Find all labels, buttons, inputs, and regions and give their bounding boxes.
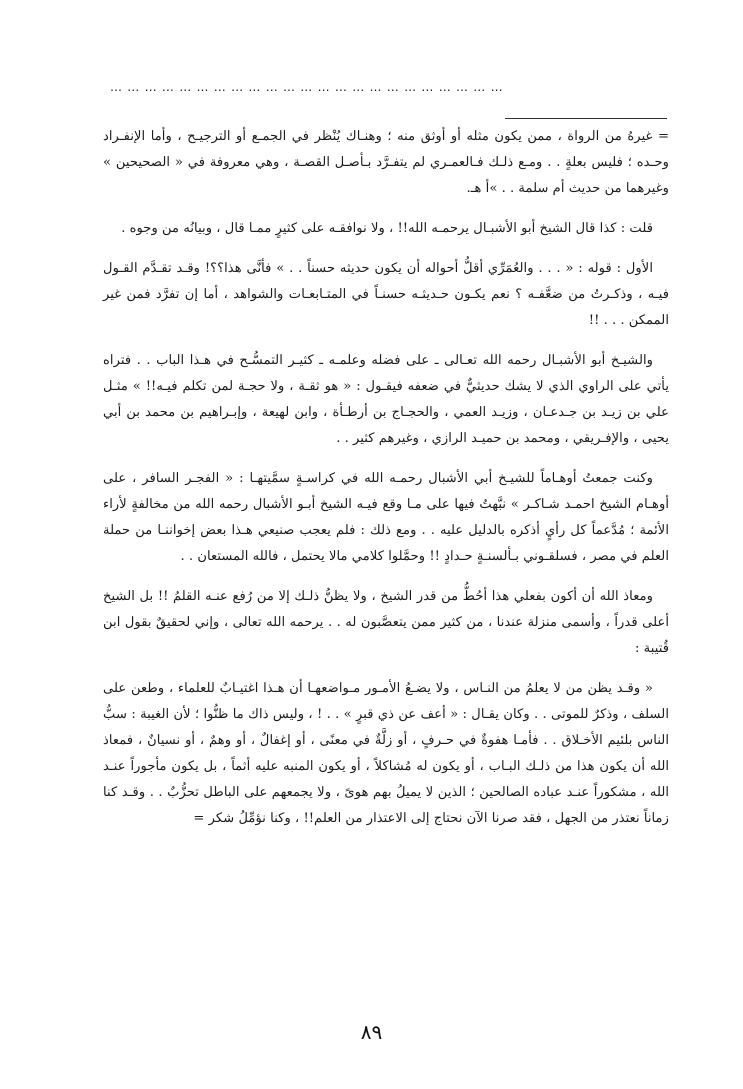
page-body-text [103,124,669,832]
paragraph-footnote-continuation: = غيرهُ من الرواة ، ممن يكون مثله أو أوثق منه ؛ وهنـاك يُنْظر في الجمـع أو الترجيـح ، وأما الإنفـراد وحـده ؛ فليس بعلةٍ . . ومـع ذلـك فـالعمـري لم يتفـرَّد بـأصـل القصـة ، وهي معروفة في « الصحيحين » وغيرهما من حديث أم سلمة . . »أ هـ. [103,129,669,196]
page-number: ٨٩ [360,1020,383,1044]
header-dotted-rule: …………………………………………………………… [110,80,508,94]
paragraph-respect-statement: ومعاذ الله أن أكون بفعلي هذا أحُطُّ من قدر الشيخ ، ولا يظنُّ ذلـك إلا من رُفع عنـه القلمُ !! بل الشيخ أعلى قدراً ، وأسمى منزلة عندنا ، من كثير ممن يتعصَّبون له . . يرحمه الله تعالى ، وإني لحقيقٌ بقول ابن قُتيبة : [103,589,669,656]
paragraph-sheikh-leniency: والشيـخ أبو الأشبـال رحمه الله تعـالى ـ على فضله وعلمـه ـ كثيـر التمسُّـح في هـذا الباب . . فتراه يأتي على الراوي الذي لا يشك حديثيٌّ في ضعفه فيقـول : « هو ثقـة ، ولا حجـة لمن تكلم فيـه!! » مثـل علي بن زيـد بن جـدعـان ، وزيـد العمي ، والحجـاج بن أرطـأة ، وابن لهيعة ، وإبـراهيم بن محمد بن أبي يحيى ، والإفـريقي ، ومحمد بن حميـد الرازي ، وغيرهم كثير . . [103,353,669,446]
footnote-separator-rule [505,118,667,119]
paragraph-ibn-qutaybah-quote: « وقـد يظن من لا يعلمُ من النـاس ، ولا يضـعُ الأمـور مـواضعهـا أن هـذا اغتيـابٌ للعلماء ، وطعن على السلف ، وذكرٌ للموتى . . وكان يقـال : « أعف عن ذي قبرٍ » . . ! ، وليس ذاك ما ظنُّوا ؛ لأن الغيبة : سبُّ الناس بلئيم الأخـلاق . . فأمـا هفوةٌ في حـرفٍ ، أو زلَّةٌ في معنًى ، أو إغفالٌ ، أو وهمٌ ، أو نسيانٌ ، فمعاذ الله أن يكون هذا من ذلـك البـاب ، أو يكون له مُشاكلاً ، أو يكون المنبه عليه أثماً ، بل يكون مأجوراً عنـد الله ، مشكوراً عنـد عباده الصالحين ؛ الذين لا يميلُ بهم هوىً ، ولا يجمعهم على الباطل تحزُّبٌ . . وقـد كنا زماناً نعتذر من الجهل ، فقد صرنا الآن نحتاج إلى الاعتذار من العلم!! ، وكنا نؤمِّلُ شكر = [103,681,669,826]
paragraph-booklet-mention: وكنت جمعتُ أوهـاماً للشيـخ أبي الأشبال رحمـه الله في كراسـةٍ سمَّيتهـا : « الفجـر السافر ، على أوهـام الشيخ احمـد شـاكـر » نبَّهتُ فيها على مـا وقع فيـه الشيخ أبـو الأشبال رحمه الله من مخالفةٍ لأراء الأئمة ؛ مُدَّعماً كل رأيٍ أذكره بالدليل عليه . . ومع ذلك : فلم يعجب صنيعي هـذا بعض إخواننـا من حملة العلم في مصر ، فسلقـوني بـألسنـةٍ حـدادٍ !! وحمَّلوا كلامي مالا يحتمل ، فالله المستعان . . [103,471,669,564]
paragraph-first-point: الأول : قوله : « . . . والعُمَرِّي أقلُّ أحواله أن يكون حديثه حسناً . . » فأنَّى هذا؟؟! وقـد تقـدَّم القـول فيـه ، وذكـرتُ من ضعَّفـه ؟ نعم يكـون حـديثـه حسنـاً في المتـابعـات والشواهد ، أما إن تفرَّد فمن غير الممكن . . . !! [103,261,669,328]
paragraph-author-comment: قلت : كذا قال الشيخ أبو الأشبـال يرحمـه الله!! ، ولا نوافقـه على كثيرٍ ممـا قال ، وبيانُه من وجوه . [121,221,653,236]
